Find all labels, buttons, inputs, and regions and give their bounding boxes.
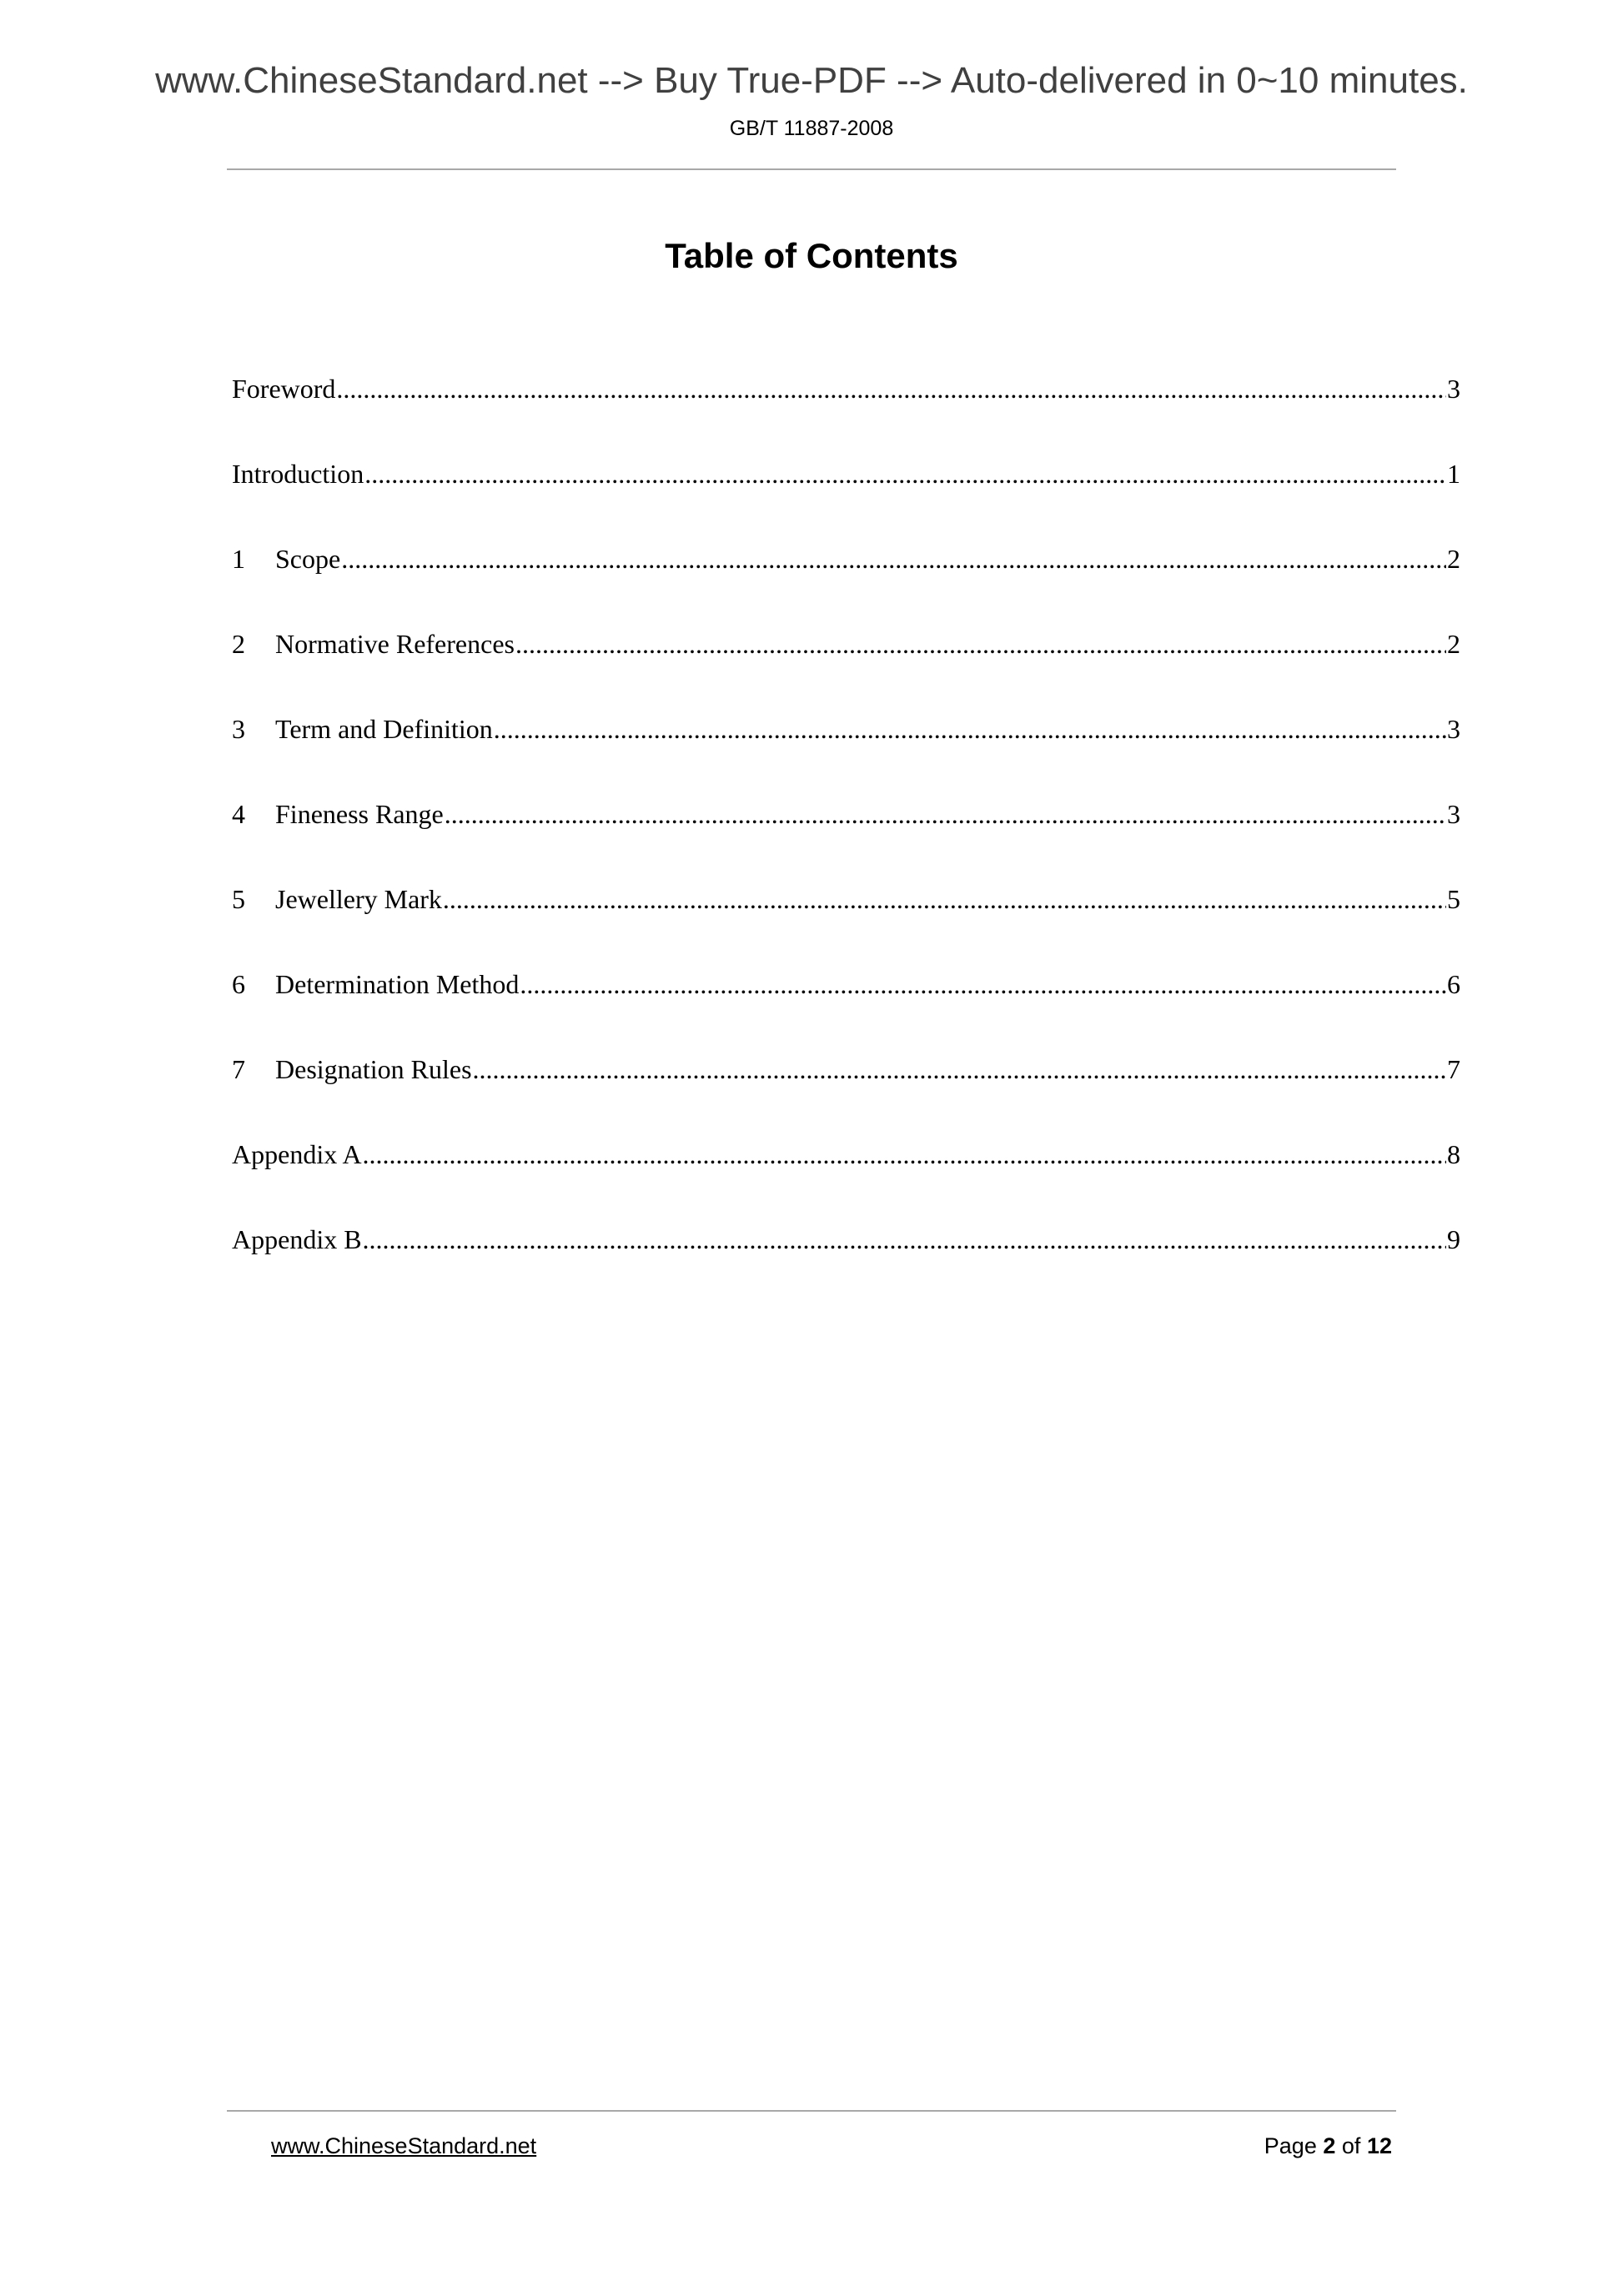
- toc-entry-label: Appendix B: [232, 1224, 362, 1254]
- header-divider: [227, 168, 1396, 170]
- toc-entry-page: 9: [1447, 1224, 1460, 1254]
- toc-entry-number: 1: [232, 544, 245, 574]
- toc-entry-page: 3: [1447, 799, 1460, 829]
- toc-entry-label: Determination Method: [275, 969, 520, 999]
- toc-entry-page: 6: [1447, 969, 1460, 999]
- toc-entry-label: Term and Definition: [275, 714, 493, 744]
- toc-entry-number: 5: [232, 884, 245, 914]
- toc-entry-appendix-b[interactable]: [232, 1218, 1460, 1303]
- footer-divider: [227, 2110, 1396, 2112]
- toc-entry-page: 8: [1447, 1139, 1460, 1169]
- toc-leader-dots: [445, 792, 1446, 836]
- toc-leader-dots: [515, 622, 1446, 666]
- toc-entry-number: 4: [232, 799, 245, 829]
- toc-entry-introduction[interactable]: [232, 452, 1460, 537]
- page-label: Page: [1264, 2133, 1317, 2158]
- toc-entry-jewellery-mark[interactable]: [232, 877, 1460, 962]
- toc-entry-normative-references[interactable]: [232, 622, 1460, 707]
- toc-entry-page: 3: [1447, 374, 1460, 404]
- toc-entry-number: 6: [232, 969, 245, 999]
- toc-entry-label: Introduction: [232, 459, 364, 489]
- total-page-number: 12: [1366, 2133, 1392, 2158]
- toc-entry-foreword[interactable]: [232, 367, 1460, 452]
- page-of-label: of: [1341, 2133, 1361, 2158]
- toc-leader-dots: [494, 707, 1446, 751]
- standard-code: GB/T 11887-2008: [729, 117, 894, 140]
- toc-entry-label: Designation Rules: [275, 1054, 472, 1084]
- table-of-contents: [232, 367, 1460, 1303]
- toc-entry-page: 2: [1447, 629, 1460, 659]
- toc-entry-page: 7: [1447, 1054, 1460, 1084]
- toc-entry-number: 3: [232, 714, 245, 744]
- toc-entry-label: Scope: [275, 544, 341, 574]
- toc-entry-fineness-range[interactable]: [232, 792, 1460, 877]
- toc-leader-dots: [336, 367, 1446, 410]
- toc-entry-page: 1: [1447, 459, 1460, 489]
- toc-entry-term-and-definition[interactable]: [232, 707, 1460, 792]
- toc-entry-page: 2: [1447, 544, 1460, 574]
- toc-leader-dots: [364, 452, 1446, 495]
- toc-entry-label: Jewellery Mark: [275, 884, 442, 914]
- toc-entry-designation-rules[interactable]: [232, 1048, 1460, 1133]
- site-banner[interactable]: www.ChineseStandard.net --> Buy True-PDF --> Auto-delivered in 0~10 minutes.: [155, 60, 1468, 101]
- toc-entry-label: Foreword: [232, 374, 336, 404]
- toc-entry-number: 2: [232, 629, 245, 659]
- toc-leader-dots: [473, 1048, 1446, 1091]
- toc-entry-appendix-a[interactable]: [232, 1133, 1460, 1218]
- toc-leader-dots: [363, 1218, 1446, 1261]
- page-indicator: [1264, 2133, 1392, 2159]
- current-page-number: 2: [1323, 2133, 1336, 2158]
- toc-entry-determination-method[interactable]: [232, 962, 1460, 1048]
- toc-leader-dots: [443, 877, 1446, 921]
- toc-leader-dots: [341, 537, 1446, 580]
- toc-entry-page: 3: [1447, 714, 1460, 744]
- toc-entry-label: Normative References: [275, 629, 515, 659]
- toc-leader-dots: [363, 1133, 1446, 1176]
- toc-entry-scope[interactable]: [232, 537, 1460, 622]
- toc-leader-dots: [520, 962, 1446, 1006]
- toc-entry-page: 5: [1447, 884, 1460, 914]
- toc-entry-label: Fineness Range: [275, 799, 444, 829]
- footer-site-link[interactable]: www.ChineseStandard.net: [271, 2133, 537, 2158]
- toc-title: Table of Contents: [665, 236, 958, 275]
- toc-entry-label: Appendix A: [232, 1139, 362, 1169]
- toc-entry-number: 7: [232, 1054, 245, 1084]
